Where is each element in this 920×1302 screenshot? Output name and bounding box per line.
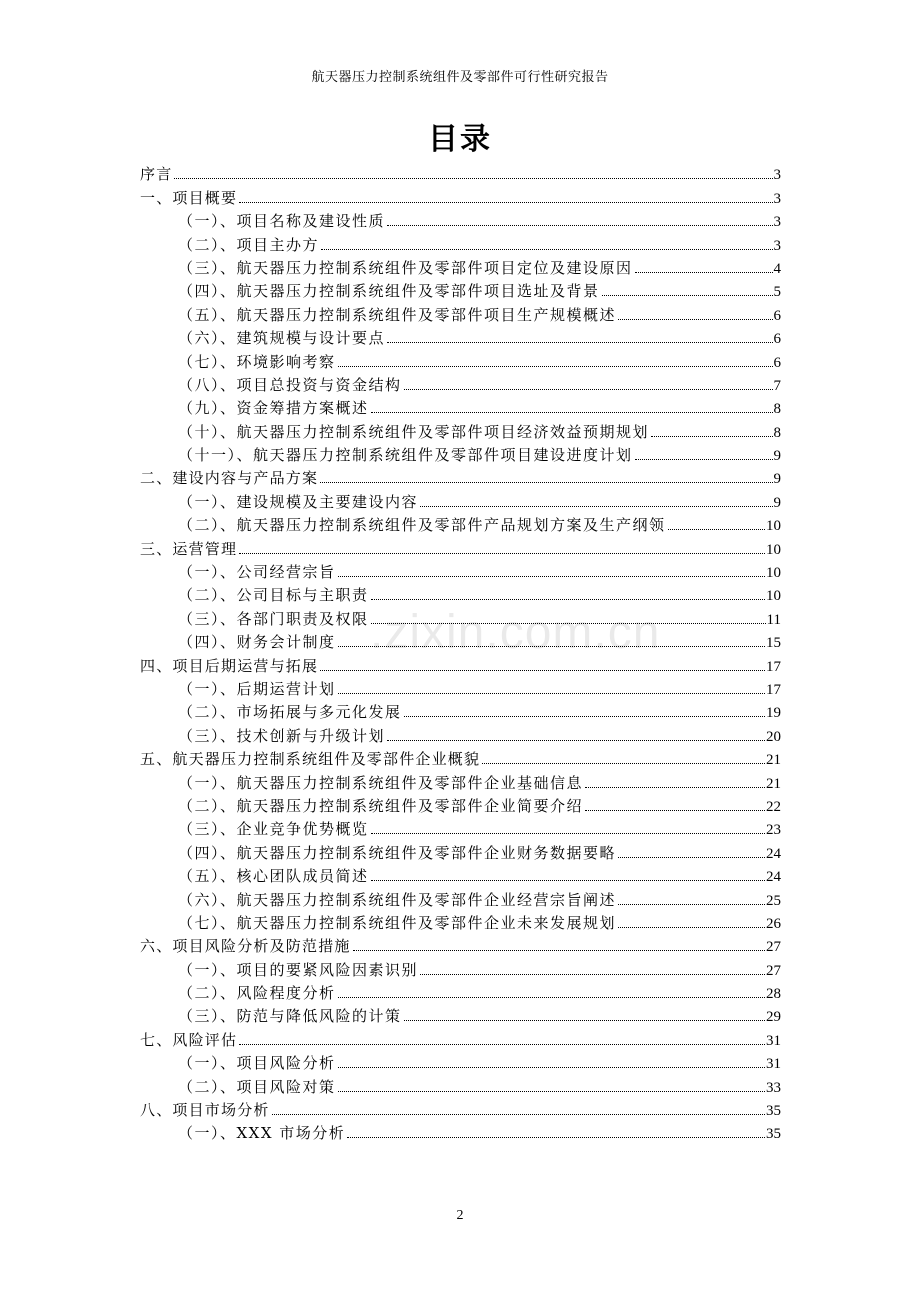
toc-dot-leader <box>404 389 773 390</box>
toc-dot-leader <box>371 623 766 624</box>
toc-entry-page: 35 <box>766 1126 781 1143</box>
document-header: 航天器压力控制系统组件及零部件可行性研究报告 <box>311 70 609 85</box>
toc-entry-label: （四）、航天器压力控制系统组件及零部件企业财务数据要略 <box>178 843 617 862</box>
toc-entry-page: 3 <box>773 237 781 254</box>
toc-entry-label: 序言 <box>140 165 173 184</box>
toc-entry-label: 六、项目风险分析及防范措施 <box>140 937 351 956</box>
toc-entry-label: 四、项目后期运营与拓展 <box>140 656 319 675</box>
toc-entry-page: 10 <box>766 518 781 535</box>
toc-entry[interactable] <box>140 559 781 582</box>
toc-entry-page: 17 <box>766 681 781 698</box>
toc-entry[interactable] <box>140 605 781 628</box>
toc-dot-leader <box>618 927 765 928</box>
toc-dot-leader <box>353 950 765 951</box>
toc-entry-label: （一）、XXX 市场分析 <box>178 1124 346 1143</box>
toc-entry-page: 17 <box>766 658 781 675</box>
page-title: 目录 <box>428 122 492 157</box>
toc-entry-label: （一）、后期运营计划 <box>178 679 336 698</box>
toc-dot-leader <box>338 1067 765 1068</box>
toc-entry[interactable] <box>140 301 781 324</box>
toc-entry-page: 8 <box>773 424 781 441</box>
toc-dot-leader <box>371 412 773 413</box>
toc-entry-page: 19 <box>766 705 781 722</box>
toc-dot-leader <box>239 553 765 554</box>
toc-entry-page: 27 <box>766 962 781 979</box>
toc-entry[interactable] <box>140 465 781 488</box>
toc-entry-page: 6 <box>773 331 781 348</box>
toc-dot-leader <box>651 436 772 437</box>
toc-entry-label: （七）、环境影响考察 <box>178 352 336 371</box>
toc-dot-leader <box>338 997 765 998</box>
toc-dot-leader <box>668 529 765 530</box>
toc-entry[interactable] <box>140 161 781 184</box>
toc-dot-leader <box>272 1114 765 1115</box>
toc-entry[interactable] <box>140 1003 781 1026</box>
toc-dot-leader <box>321 249 772 250</box>
toc-dot-leader <box>420 506 772 507</box>
toc-dot-leader <box>320 670 765 671</box>
toc-entry-page: 33 <box>766 1079 781 1096</box>
toc-entry[interactable] <box>140 231 781 254</box>
toc-entry-label: （一）、公司经营宗旨 <box>178 563 336 582</box>
toc-entry-page: 3 <box>773 167 781 184</box>
toc-entry[interactable] <box>140 1073 781 1096</box>
toc-dot-leader <box>618 857 765 858</box>
toc-entry-page: 10 <box>766 565 781 582</box>
toc-entry[interactable] <box>140 395 781 418</box>
toc-dot-leader <box>320 482 772 483</box>
toc-entry-label: （三）、企业竞争优势概览 <box>178 820 369 839</box>
toc-entry[interactable] <box>140 629 781 652</box>
toc-entry-label: （一）、项目名称及建设性质 <box>178 212 386 231</box>
toc-entry-label: （四）、财务会计制度 <box>178 633 336 652</box>
toc-entry[interactable] <box>140 956 781 979</box>
toc-entry[interactable] <box>140 676 781 699</box>
toc-dot-leader <box>585 787 765 788</box>
toc-entry-label: （二）、公司目标与主职责 <box>178 586 369 605</box>
toc-dot-leader <box>618 319 772 320</box>
toc-entry-page: 35 <box>766 1103 781 1120</box>
toc-dot-leader <box>387 740 765 741</box>
toc-entry-page: 9 <box>773 494 781 511</box>
toc-entry[interactable] <box>140 793 781 816</box>
toc-dot-leader <box>174 178 772 179</box>
toc-dot-leader <box>618 904 765 905</box>
toc-entry-label: （九）、资金筹措方案概述 <box>178 399 369 418</box>
toc-dot-leader <box>635 272 773 273</box>
toc-entry[interactable] <box>140 652 781 675</box>
toc-entry-label: （二）、航天器压力控制系统组件及零部件产品规划方案及生产纲领 <box>178 516 666 535</box>
toc-entry[interactable] <box>140 442 781 465</box>
toc-entry[interactable] <box>140 1026 781 1049</box>
toc-entry[interactable] <box>140 769 781 792</box>
toc-dot-leader <box>239 202 772 203</box>
toc-entry[interactable] <box>140 582 781 605</box>
toc-entry-label: （三）、技术创新与升级计划 <box>178 726 386 745</box>
toc-entry-label: （二）、风险程度分析 <box>178 984 336 1003</box>
toc-entry[interactable] <box>140 886 781 909</box>
toc-entry[interactable] <box>140 1050 781 1073</box>
toc-entry-label: （三）、各部门职责及权限 <box>178 609 369 628</box>
toc-dot-leader <box>635 459 773 460</box>
toc-entry[interactable] <box>140 699 781 722</box>
toc-entry-page: 5 <box>773 284 781 301</box>
toc-dot-leader <box>338 646 765 647</box>
toc-dot-leader <box>482 763 765 764</box>
toc-entry[interactable] <box>140 512 781 535</box>
toc-entry-label: （三）、航天器压力控制系统组件及零部件项目定位及建设原因 <box>178 258 633 277</box>
toc-entry-page: 3 <box>773 190 781 207</box>
toc-entry-page: 11 <box>766 611 781 628</box>
toc-entry-label: （三）、防范与降低风险的计策 <box>178 1007 402 1026</box>
toc-entry-page: 23 <box>766 822 781 839</box>
toc-entry-page: 27 <box>766 939 781 956</box>
toc-entry-page: 25 <box>766 892 781 909</box>
toc-dot-leader <box>371 599 765 600</box>
toc-entry-label: 八、项目市场分析 <box>140 1101 270 1120</box>
toc-dot-leader <box>338 693 765 694</box>
toc-entry[interactable] <box>140 863 781 886</box>
toc-entry-page: 6 <box>773 354 781 371</box>
toc-entry-label: （六）、航天器压力控制系统组件及零部件企业经营宗旨阐述 <box>178 890 617 909</box>
toc-entry-label: （一）、项目的要紧风险因素识别 <box>178 960 419 979</box>
toc-dot-leader <box>371 833 765 834</box>
table-of-contents <box>140 161 781 1143</box>
toc-entry-label: 五、航天器压力控制系统组件及零部件企业概貌 <box>140 750 481 769</box>
toc-entry-page: 10 <box>766 541 781 558</box>
toc-entry-label: （二）、市场拓展与多元化发展 <box>178 703 402 722</box>
toc-dot-leader <box>338 576 765 577</box>
toc-entry[interactable] <box>140 184 781 207</box>
toc-entry-label: （五）、核心团队成员简述 <box>178 867 369 886</box>
toc-entry-label: （二）、项目主办方 <box>178 235 320 254</box>
toc-entry-page: 29 <box>766 1009 781 1026</box>
toc-entry[interactable] <box>140 325 781 348</box>
toc-entry-page: 24 <box>766 845 781 862</box>
toc-entry-label: （五）、航天器压力控制系统组件及零部件项目生产规模概述 <box>178 305 617 324</box>
toc-entry[interactable] <box>140 933 781 956</box>
toc-entry-label: （七）、航天器压力控制系统组件及零部件企业未来发展规划 <box>178 913 617 932</box>
toc-entry-page: 22 <box>766 798 781 815</box>
toc-dot-leader <box>420 974 765 975</box>
toc-entry-page: 15 <box>766 635 781 652</box>
toc-dot-leader <box>387 225 772 226</box>
toc-entry-label: 一、项目概要 <box>140 188 238 207</box>
toc-entry-page: 10 <box>766 588 781 605</box>
toc-entry-label: （六）、建筑规模与设计要点 <box>178 329 386 348</box>
toc-entry-label: （一）、项目风险分析 <box>178 1054 336 1073</box>
toc-dot-leader <box>602 295 773 296</box>
toc-entry-page: 24 <box>766 869 781 886</box>
toc-entry-label: （二）、项目风险对策 <box>178 1077 336 1096</box>
toc-entry-page: 20 <box>766 728 781 745</box>
toc-entry-page: 4 <box>773 260 781 277</box>
toc-entry[interactable] <box>140 1120 781 1143</box>
toc-entry-page: 9 <box>773 471 781 488</box>
toc-dot-leader <box>585 810 765 811</box>
toc-dot-leader <box>338 366 773 367</box>
toc-entry-page: 21 <box>766 752 781 769</box>
toc-dot-leader <box>404 1020 765 1021</box>
toc-entry-page: 26 <box>766 915 781 932</box>
toc-entry-label: （四）、航天器压力控制系统组件及零部件项目选址及背景 <box>178 282 600 301</box>
toc-entry[interactable] <box>140 1097 781 1120</box>
toc-dot-leader <box>347 1137 765 1138</box>
toc-entry-page: 31 <box>766 1056 781 1073</box>
toc-entry[interactable] <box>140 535 781 558</box>
toc-entry[interactable] <box>140 746 781 769</box>
toc-entry-label: （二）、航天器压力控制系统组件及零部件企业简要介绍 <box>178 796 584 815</box>
toc-entry[interactable] <box>140 488 781 511</box>
watermark: .zixin.com.cn <box>370 606 661 659</box>
toc-entry[interactable] <box>140 208 781 231</box>
toc-entry-page: 7 <box>773 377 781 394</box>
toc-entry[interactable] <box>140 980 781 1003</box>
toc-entry-page: 28 <box>766 986 781 1003</box>
toc-entry-page: 21 <box>766 775 781 792</box>
toc-dot-leader <box>239 1044 765 1045</box>
toc-entry-page: 8 <box>773 401 781 418</box>
toc-entry-page: 31 <box>766 1032 781 1049</box>
toc-entry[interactable] <box>140 278 781 301</box>
toc-entry-label: （八）、项目总投资与资金结构 <box>178 375 402 394</box>
toc-entry-label: 七、风险评估 <box>140 1030 238 1049</box>
toc-entry-label: （十）、航天器压力控制系统组件及零部件项目经济效益预期规划 <box>178 422 650 441</box>
page-number: 2 <box>456 1208 464 1223</box>
toc-entry-label: （十一）、航天器压力控制系统组件及零部件项目建设进度计划 <box>178 446 633 465</box>
toc-entry[interactable] <box>140 839 781 862</box>
toc-dot-leader <box>387 342 772 343</box>
toc-dot-leader <box>371 880 765 881</box>
toc-entry-label: （一）、航天器压力控制系统组件及零部件企业基础信息 <box>178 773 584 792</box>
toc-entry[interactable] <box>140 910 781 933</box>
toc-entry[interactable] <box>140 418 781 441</box>
toc-entry[interactable] <box>140 255 781 278</box>
toc-dot-leader <box>338 1091 765 1092</box>
toc-entry-page: 9 <box>773 448 781 465</box>
toc-dot-leader <box>404 716 765 717</box>
toc-entry-label: 三、运营管理 <box>140 539 238 558</box>
toc-entry-label: （一）、建设规模及主要建设内容 <box>178 492 419 511</box>
toc-entry[interactable] <box>140 816 781 839</box>
toc-entry[interactable] <box>140 722 781 745</box>
toc-entry-label: 二、建设内容与产品方案 <box>140 469 319 488</box>
toc-entry-page: 3 <box>773 214 781 231</box>
toc-entry[interactable] <box>140 372 781 395</box>
toc-entry[interactable] <box>140 348 781 371</box>
toc-entry-page: 6 <box>773 307 781 324</box>
